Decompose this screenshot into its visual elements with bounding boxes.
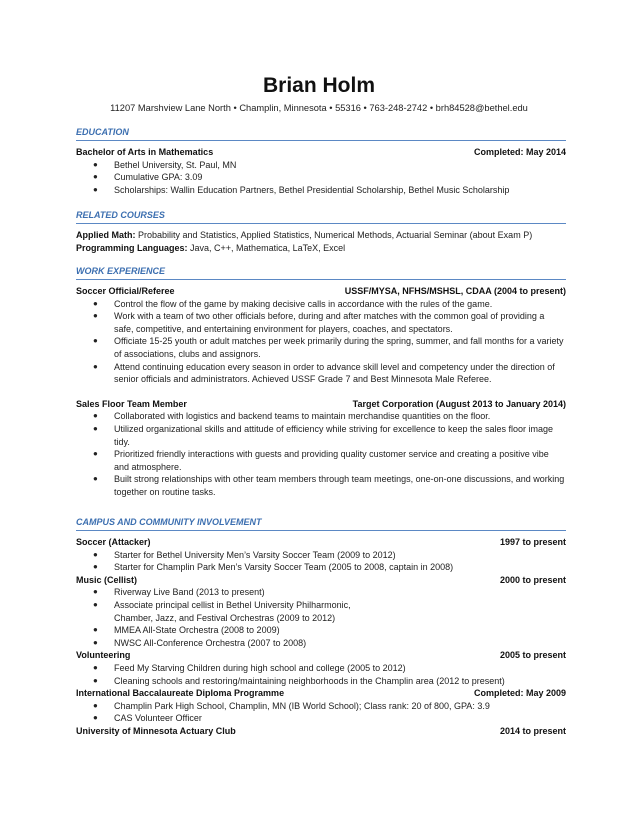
- bullet-icon: ●: [93, 474, 98, 484]
- bullet-icon: ●: [93, 637, 98, 647]
- activity-bullets-ib: [76, 700, 566, 725]
- activity-date: Completed: May 2009: [473, 688, 566, 699]
- job-role: Soccer Official/Referee: [76, 286, 175, 296]
- activity-date: 2014 to present: [499, 725, 566, 736]
- activity-name: Volunteering: [76, 650, 131, 661]
- list-item: ● Starter for Champlin Park Men’s Varsity Soccer Team (2005 to 2008, captain in 2008): [93, 562, 454, 573]
- bullet-icon: ●: [93, 423, 98, 433]
- list-item: ● Prioritized friendly interactions with guests and providing quality customer service and creating a positive vibe and atmosphere.: [93, 449, 549, 472]
- section-title-campus: CAMPUS AND COMMUNITY INVOLVEMENT: [76, 517, 566, 531]
- bullet-icon: ●: [93, 562, 98, 572]
- activity-date: 1997 to present: [499, 537, 566, 547]
- list-item: ● Scholarships: Wallin Education Partners, Bethel Presidential Scholarship, Bethel Music Scholarship: [93, 184, 510, 195]
- list-item: ● Champlin Park High School, Champlin, MN (IB World School); Class rank: 20 of 800, GPA: 3.9: [93, 700, 490, 711]
- job-org: USSF/MYSA, NFHS/MSHSL, CDAA (2004 to present): [344, 286, 566, 296]
- bullet-icon: ●: [93, 361, 98, 371]
- list-item: ● Officiate 15-25 youth or adult matches per week primarily during the spring, summer, and fall months for a variety of associations, clubs and assignors.: [93, 336, 564, 359]
- list-item: ● Associate principal cellist in Bethel University Philharmonic, Chamber, Jazz, and Festival Orchestras (2009 to 2012): [93, 599, 351, 623]
- courses-section: [76, 210, 566, 254]
- list-item: ● Work with a team of two other officials before, during and after matches with the common goal of providing a safe, competitive, and entertaining environment for players, coaches, and spectators.: [93, 311, 545, 334]
- activity-name: Music (Cellist): [76, 574, 138, 585]
- campus-section: [76, 517, 566, 738]
- programming-line: Programming Languages: Java, C++, Mathematica, LaTeX, Excel: [76, 242, 346, 253]
- list-item: ● Cleaning schools and restoring/maintaining neighborhoods in the Champlin area (2012 to present): [93, 675, 505, 686]
- bullet-icon: ●: [93, 675, 98, 685]
- activity-name: University of Minnesota Actuary Club: [76, 725, 236, 736]
- activity-date: 2005 to present: [499, 650, 566, 661]
- activity-bullets-soccer: [76, 549, 566, 574]
- applicant-name: Brian Holm: [262, 74, 375, 97]
- list-item: ● CAS Volunteer Officer: [93, 713, 202, 724]
- activity-bullets-volunteering: [76, 662, 566, 687]
- section-title-courses: RELATED COURSES: [76, 210, 566, 224]
- list-item: ● Collaborated with logistics and backend teams to maintain merchandise quantities on the floor.: [93, 411, 491, 422]
- bullet-icon: ●: [93, 700, 98, 710]
- job-bullets-referee: [76, 298, 566, 386]
- list-item: ● NWSC All-Conference Orchestra (2007 to 2008): [93, 637, 307, 648]
- education-bullets: [76, 159, 566, 197]
- bullet-icon: ●: [93, 311, 98, 321]
- bullet-icon: ●: [93, 599, 98, 609]
- job-org: Target Corporation (August 2013 to January 2014): [352, 398, 566, 409]
- degree-date: Completed: May 2014: [473, 147, 566, 157]
- activity-row-ib: [76, 687, 566, 700]
- bullet-icon: ●: [93, 549, 98, 559]
- list-item: ● Control the flow of the game by making decisive calls in accordance with the rules of the game.: [93, 298, 493, 309]
- list-item: ● Cumulative GPA: 3.09: [93, 172, 203, 183]
- list-item: ● Feed My Starving Children during high school and college (2005 to 2012): [93, 662, 406, 673]
- bullet-icon: ●: [93, 159, 98, 169]
- list-item: ● Attend continuing education every season in order to advance skill level and competency under the direction of senior officials and administrators. Achieved USSF Grade 7 and Best Minnesota Male Referee.: [93, 361, 555, 385]
- bullet-icon: ●: [93, 184, 98, 194]
- section-title-education: EDUCATION: [76, 127, 566, 141]
- job-bullets-target: [76, 410, 566, 498]
- list-item: ● MMEA All-State Orchestra (2008 to 2009): [93, 625, 280, 636]
- bullet-icon: ●: [93, 298, 98, 308]
- bullet-icon: ●: [93, 625, 98, 635]
- bullet-icon: ●: [93, 587, 98, 597]
- work-section: [76, 266, 566, 499]
- job-role: Sales Floor Team Member: [76, 398, 187, 409]
- activity-row-music: [76, 574, 566, 587]
- job-row-referee: [76, 285, 566, 298]
- degree-name: Bachelor of Arts in Mathematics: [76, 147, 214, 157]
- bullet-icon: ●: [93, 713, 98, 723]
- degree-row: [76, 146, 566, 159]
- list-item: ● Built strong relationships with other team members through team meetings, one-on-one discussions, and working together on routine tasks.: [93, 474, 565, 497]
- list-item: ● Starter for Bethel University Men’s Varsity Soccer Team (2009 to 2012): [93, 549, 396, 560]
- activity-row-volunteering: [76, 649, 566, 662]
- bullet-icon: ●: [93, 662, 98, 672]
- list-item: ● Riverway Live Band (2013 to present): [93, 587, 265, 598]
- contact-line: 11207 Marshview Lane North • Champlin, Minnesota • 55316 • 763-248-2742 • brh84528@bethel.edu: [110, 103, 528, 113]
- activity-row-actuary: [76, 725, 566, 738]
- bullet-icon: ●: [93, 172, 98, 182]
- bullet-icon: ●: [93, 449, 98, 459]
- bullet-icon: ●: [93, 336, 98, 346]
- activity-name: International Baccalaureate Diploma Programme: [76, 688, 285, 699]
- bullet-icon: ●: [93, 411, 98, 421]
- list-item: ● Bethel University, St. Paul, MN: [93, 159, 237, 170]
- job-row-target: [76, 398, 566, 411]
- activity-name: Soccer (Attacker): [76, 537, 151, 547]
- activity-bullets-music: [76, 586, 566, 649]
- activity-date: 2000 to present: [499, 574, 566, 585]
- applied-math-line: Applied Math: Probability and Statistics, Applied Statistics, Numerical Methods, Actuarial Seminar (about Exam P): [76, 230, 533, 240]
- activity-row-soccer: [76, 536, 566, 549]
- list-item: ● Utilized organizational skills and attitude of efficiency while striving for excellence to keep the sales floor image tidy.: [93, 423, 554, 447]
- section-title-work: WORK EXPERIENCE: [76, 266, 566, 280]
- education-section: [76, 127, 566, 196]
